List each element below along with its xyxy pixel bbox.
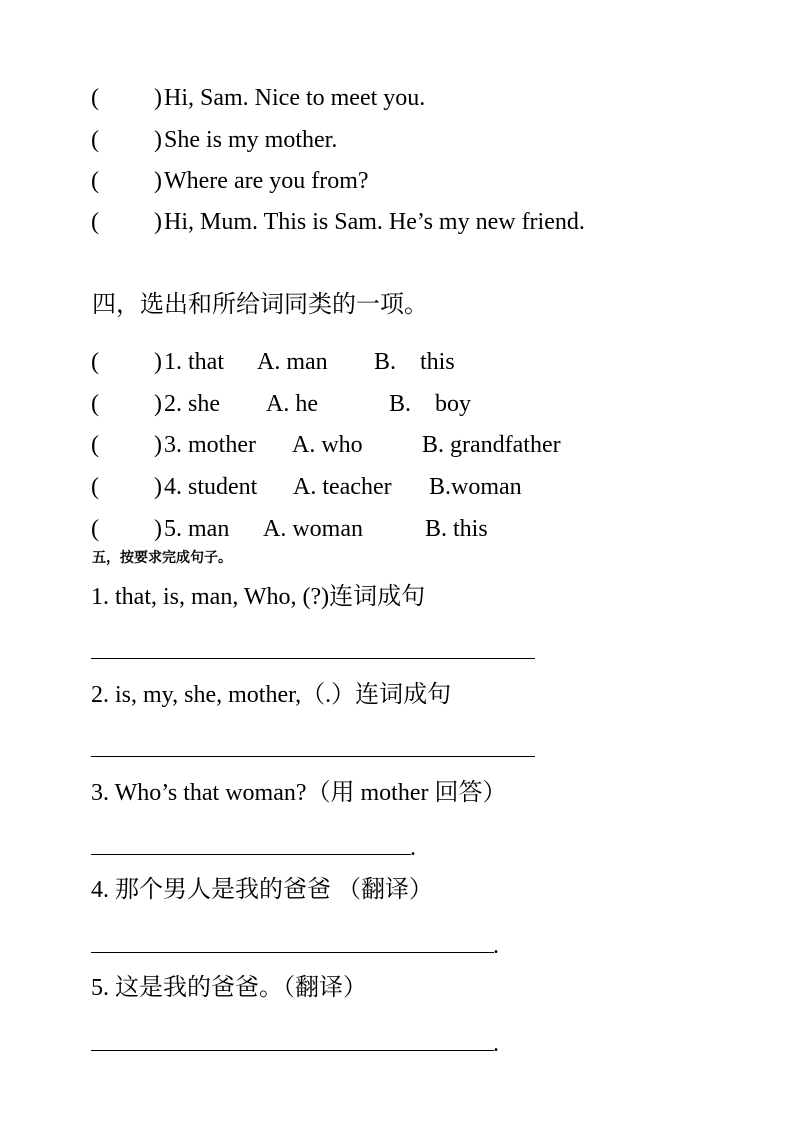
task-prompt: 3. Who’s that woman?（用 mother 回答）: [91, 780, 507, 806]
answer-paren-open: (: [91, 391, 99, 417]
answer-paren-close: ): [154, 209, 162, 235]
option-a: A. man: [257, 349, 328, 375]
question-word: 3. mother: [164, 432, 256, 458]
question-word: 1. that: [164, 349, 224, 375]
answer-paren-close: ): [154, 432, 162, 458]
answer-blank[interactable]: [91, 854, 411, 855]
answer-paren-open: (: [91, 349, 99, 375]
option-b: B. this: [374, 349, 455, 375]
task-prompt: 5. 这是我的爸爸。（翻译）: [91, 975, 367, 1001]
option-b: B. boy: [389, 391, 472, 417]
option-a: A. who: [292, 432, 363, 458]
matching-sentence: Where are you from?: [164, 168, 369, 194]
sentence-period: .: [493, 933, 499, 959]
question-word: 4. student: [164, 474, 258, 500]
question-word: 2. she: [164, 391, 220, 417]
answer-blank[interactable]: [91, 952, 494, 953]
answer-paren-open: (: [91, 85, 99, 111]
answer-paren-open: (: [91, 516, 99, 542]
answer-paren-open: (: [91, 127, 99, 153]
option-b: B.woman: [429, 474, 522, 500]
answer-blank[interactable]: [91, 756, 535, 757]
option-a: A. woman: [263, 516, 363, 542]
matching-sentence: She is my mother.: [164, 127, 338, 153]
section-4-title: 四，选出和所给词同类的一项。: [92, 290, 428, 318]
option-a: A. he: [266, 391, 318, 417]
option-a: A. teacher: [293, 474, 392, 500]
answer-paren-close: ): [154, 474, 162, 500]
task-prompt: 4. 那个男人是我的爸爸 （翻译）: [91, 877, 433, 903]
sentence-period: .: [493, 1031, 499, 1057]
answer-blank[interactable]: [91, 658, 535, 659]
section-5-title: 五，按要求完成句子。: [92, 550, 232, 566]
option-b: B. this: [425, 516, 488, 542]
answer-paren-close: ): [154, 391, 162, 417]
answer-paren-open: (: [91, 209, 99, 235]
task-prompt: 1. that, is, man, Who, (?)连词成句: [91, 584, 426, 610]
answer-blank[interactable]: [91, 1050, 494, 1051]
task-prompt: 2. is, my, she, mother,（.）连词成句: [91, 682, 452, 708]
answer-paren-close: ): [154, 516, 162, 542]
option-b: B. grandfather: [422, 432, 561, 458]
answer-paren-open: (: [91, 474, 99, 500]
sentence-period: .: [410, 835, 416, 861]
answer-paren-close: ): [154, 127, 162, 153]
answer-paren-close: ): [154, 349, 162, 375]
answer-paren-open: (: [91, 432, 99, 458]
matching-sentence: Hi, Sam. Nice to meet you.: [164, 85, 426, 111]
question-word: 5. man: [164, 516, 230, 542]
answer-paren-close: ): [154, 168, 162, 194]
answer-paren-close: ): [154, 85, 162, 111]
answer-paren-open: (: [91, 168, 99, 194]
matching-sentence: Hi, Mum. This is Sam. He’s my new friend.: [164, 209, 585, 235]
